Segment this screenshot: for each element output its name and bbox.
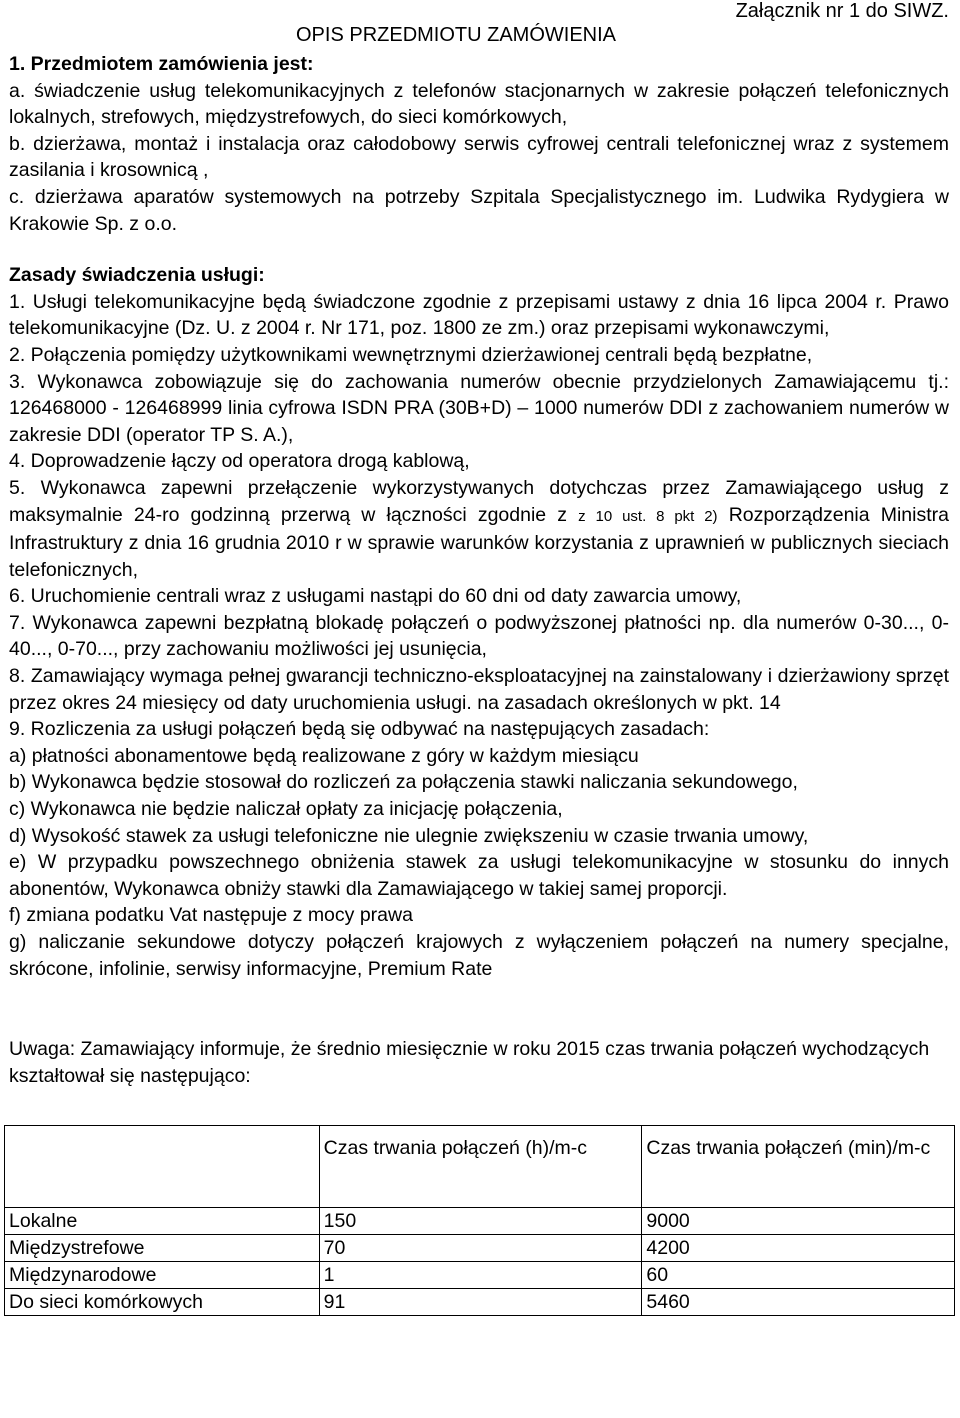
- note-paragraph: Uwaga: Zamawiający informuje, że średnio miesięcznie w roku 2015 czas trwania połączeń wychodzących kształtował się następująco:: [9, 1038, 930, 1087]
- rule-item-9f: f) zmiana podatku Vat następuje z mocy prawa: [9, 904, 413, 927]
- rule-item-1: 1. Usługi telekomunikacyjne będą świadczone zgodnie z przepisami ustawy z dnia 16 lipca 2004 r. Prawo telekomunikacyjne (Dz. U. z 2004 r. Nr 171, poz. 1800 ze zm.) oraz przepisami wykonawczymi,: [9, 290, 949, 340]
- section-2-heading: Zasady świadczenia usługi:: [9, 264, 265, 287]
- section-1-heading: 1. Przedmiotem zamówienia jest:: [9, 53, 314, 75]
- document-header: [9, 0, 949, 44]
- table-row: [5, 1289, 955, 1316]
- section-1-item-a: a. świadczenie usług telekomunikacyjnych z telefonów stacjonarnych w zakresie połączeń telefonicznych lokalnych, strefowych, międzystrefowych, do sieci komórkowych,: [9, 79, 949, 129]
- table-row: [5, 1208, 955, 1235]
- rule-item-9b: b) Wykonawca będzie stosował do rozliczeń za połączenia stawki naliczania sekundowego,: [9, 771, 798, 794]
- call-duration-table: [4, 1125, 955, 1316]
- rule-item-5-text: 5. Wykonawca zapewni przełączenie wykorzystywanych dotychczas przez Zamawiającego usług z maksymalnie 24-ro godzinną przerwą w łączności zgodnie z: [9, 476, 949, 526]
- rule-item-5-regulation: Rozporządzenia Ministra Infrastruktury z dnia 16 grudnia 2010 r w sprawie warunków korzystania z uprawnień w publicznych sieciach telefonicznych,: [9, 503, 949, 581]
- table-header-row: [5, 1126, 955, 1208]
- annex-label: Załącznik nr 1 do SIWZ.: [735, 0, 949, 22]
- rule-item-9d: d) Wysokość stawek za usługi telefoniczne nie ulegnie zwiększeniu w czasie trwania umowy,: [9, 824, 809, 847]
- rule-item-9e: e) W przypadku powszechnego obniżenia stawek za usługi telekomunikacyjne w stosunku do innych abonentów, Wykonawca obniży stawki dla Zamawiającego w takiej samej proporcji.: [9, 851, 949, 900]
- section-1-item-b: b. dzierżawa, montaż i instalacja oraz całodobowy serwis cyfrowej centrali telefonicznej wraz z systemem zasilania i krosownicą ,: [9, 132, 949, 182]
- rule-item-5: [9, 475, 949, 583]
- table-cell: 150: [319, 1208, 642, 1235]
- table-cell: 60: [642, 1262, 955, 1289]
- table-row: [5, 1262, 955, 1289]
- rule-item-5-reference: z 10 ust. 8 pkt 2): [578, 507, 718, 525]
- rule-item-9a: a) płatności abonamentowe będą realizowane z góry w każdym miesiącu: [9, 744, 639, 767]
- table-cell: Lokalne: [5, 1208, 320, 1235]
- rule-item-7: 7. Wykonawca zapewni bezpłatną blokadę połączeń o podwyższonej płatności np. dla numerów 0-30..., 0-40..., 0-70..., przy zachowaniu możliwości jej usunięcia,: [9, 611, 949, 661]
- table-cell: 9000: [642, 1208, 955, 1235]
- document-page: [9, 0, 949, 1316]
- rule-item-9: 9. Rozliczenia za usługi połączeń będą się odbywać na następujących zasadach:: [9, 718, 710, 741]
- table-cell: 4200: [642, 1235, 955, 1262]
- table-header-cell: Czas trwania połączeń (h)/m-c: [319, 1126, 642, 1208]
- rule-item-9c: c) Wykonawca nie będzie naliczał opłaty za inicjację połączenia,: [9, 798, 563, 821]
- table-cell: Międzynarodowe: [5, 1262, 320, 1289]
- table-cell: 1: [319, 1262, 642, 1289]
- table-header-cell: [5, 1126, 320, 1208]
- rule-item-2: 2. Połączenia pomiędzy użytkownikami wewnętrznymi dzierżawionej centrali będą bezpłatne,: [9, 343, 813, 366]
- rule-item-4: 4. Doprowadzenie łączy od operatora drogą kablową,: [9, 450, 470, 473]
- rule-item-3: 3. Wykonawca zobowiązuje się do zachowania numerów obecnie przydzielonych Zamawiającemu tj.: 126468000 - 126468999 linia cyfrowa ISDN PRA (30B+D) – 1000 numerów DDI z zachowaniem numerów w zakresie DDI (operator TP S. A.),: [9, 370, 949, 446]
- rule-item-8: 8. Zamawiający wymaga pełnej gwarancji techniczno-eksploatacyjnej na zainstalowany i dzierżawiony sprzęt przez okres 24 miesięcy od daty uruchomienia usługi. na zasadach określonych w pkt. 14: [9, 665, 949, 714]
- table-cell: 91: [319, 1289, 642, 1316]
- rule-item-9g: g) naliczanie sekundowe dotyczy połączeń krajowych z wyłączeniem połączeń na numery specjalne, skrócone, infolinie, serwisy informacyjne, Premium Rate: [9, 931, 949, 980]
- table-cell: 5460: [642, 1289, 955, 1316]
- document-title: OPIS PRZEDMIOTU ZAMÓWIENIA: [296, 24, 617, 46]
- rule-item-6: 6. Uruchomienie centrali wraz z usługami nastąpi do 60 dni od daty zawarcia umowy,: [9, 585, 742, 608]
- table-cell: Międzystrefowe: [5, 1235, 320, 1262]
- table-header-cell: Czas trwania połączeń (min)/m-c: [642, 1126, 955, 1208]
- section-1-item-c: c. dzierżawa aparatów systemowych na potrzeby Szpitala Specjalistycznego im. Ludwika Rydygiera w Krakowie Sp. z o.o.: [9, 185, 949, 235]
- table-row: [5, 1235, 955, 1262]
- table-cell: Do sieci komórkowych: [5, 1289, 320, 1316]
- table-cell: 70: [319, 1235, 642, 1262]
